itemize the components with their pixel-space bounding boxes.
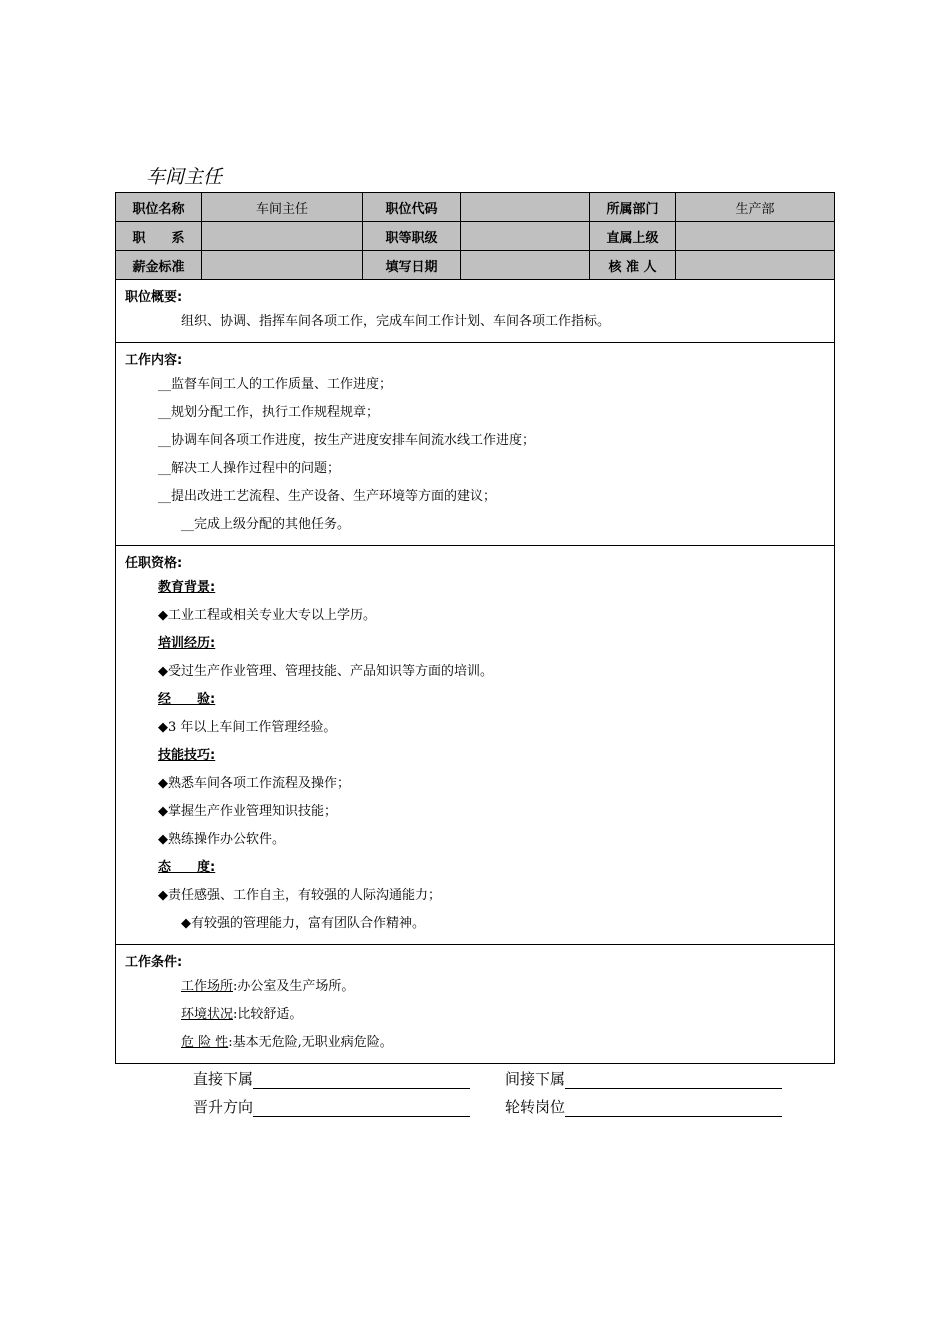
direct-subordinate-blank	[253, 1072, 470, 1089]
position-name-value: 车间主任	[202, 193, 363, 222]
position-code-label: 职位代码	[363, 193, 461, 222]
approver-value	[676, 251, 835, 280]
content-section	[116, 343, 835, 546]
skills-item: ◆熟练操作办公软件。	[158, 832, 285, 847]
place-label: 工作场所	[181, 979, 234, 994]
salary-label: 薪金标准	[116, 251, 202, 280]
footer-row-1	[193, 1068, 566, 1089]
risk-value: :基本无危险,无职业病危险。	[228, 1035, 393, 1050]
training-label: 培训经历:	[158, 636, 216, 651]
content-item: __解决工人操作过程中的问题；	[158, 461, 341, 476]
education-text: ◆工业工程或相关专业大专以上学历。	[158, 608, 376, 623]
direct-subordinate-label: 直接下属	[193, 1070, 254, 1088]
fill-date-value	[461, 251, 590, 280]
position-name-label: 职位名称	[116, 193, 202, 222]
header-row-3	[116, 251, 835, 280]
training-text: ◆受过生产作业管理、管理技能、产品知识等方面的培训。	[158, 664, 493, 679]
skills-item: ◆掌握生产作业管理知识技能；	[158, 804, 337, 819]
supervisor-label: 直属上级	[590, 222, 676, 251]
grade-label: 职等职级	[363, 222, 461, 251]
content-item: __提出改进工艺流程、生产设备、生产环境等方面的建议；	[158, 489, 497, 504]
overview-section	[116, 280, 835, 343]
content-title: 工作内容:	[125, 353, 183, 368]
indirect-subordinate-label: 间接下属	[505, 1070, 566, 1088]
attitude-label: 态 度:	[158, 860, 216, 875]
page-title: 车间主任	[146, 166, 223, 188]
footer-row-2	[193, 1096, 566, 1117]
approver-label: 核 准 人	[590, 251, 676, 280]
experience-text: ◆3 年以上车间工作管理经验。	[158, 720, 337, 735]
rotation-blank	[565, 1100, 782, 1117]
overview-text: 组织、协调、指挥车间各项工作，完成车间工作计划、车间各项工作指标。	[181, 314, 611, 329]
content-item: __协调车间各项工作进度，按生产进度安排车间流水线工作进度；	[158, 433, 536, 448]
attitude-item: ◆有较强的管理能力，富有团队合作精神。	[181, 916, 425, 931]
indirect-subordinate-blank	[565, 1072, 782, 1089]
job-family-value	[202, 222, 363, 251]
promotion-label: 晋升方向	[193, 1098, 254, 1116]
content-item: __规划分配工作，执行工作规程规章；	[158, 405, 380, 420]
grade-value	[461, 222, 590, 251]
education-label: 教育背景:	[158, 580, 216, 595]
promotion-blank	[253, 1100, 470, 1117]
position-code-value	[461, 193, 590, 222]
environment-label: 环境状况	[181, 1007, 234, 1022]
environment-value: :比较舒适。	[233, 1007, 303, 1022]
skills-label: 技能技巧:	[158, 748, 216, 763]
attitude-item: ◆责任感强、工作自主，有较强的人际沟通能力；	[158, 888, 441, 903]
rotation-label: 轮转岗位	[505, 1098, 566, 1116]
qualification-title: 任职资格:	[125, 556, 183, 571]
fill-date-label: 填写日期	[363, 251, 461, 280]
header-row-2	[116, 222, 835, 251]
experience-label: 经 验:	[158, 692, 216, 707]
qualification-section	[116, 546, 835, 945]
content-item: __完成上级分配的其他任务。	[181, 517, 351, 532]
department-label: 所属部门	[590, 193, 676, 222]
risk-label: 危 险 性	[181, 1035, 229, 1050]
skills-item: ◆熟悉车间各项工作流程及操作；	[158, 776, 350, 791]
department-value: 生产部	[676, 193, 835, 222]
place-value: :办公室及生产场所。	[233, 979, 355, 994]
salary-value	[202, 251, 363, 280]
supervisor-value	[676, 222, 835, 251]
overview-title: 职位概要:	[125, 290, 183, 305]
content-item: __监督车间工人的工作质量、工作进度；	[158, 377, 393, 392]
conditions-section	[116, 945, 835, 1064]
job-description-table	[115, 192, 835, 1064]
header-row-1	[116, 193, 835, 222]
job-family-label: 职 系	[116, 222, 202, 251]
conditions-title: 工作条件:	[125, 955, 183, 970]
